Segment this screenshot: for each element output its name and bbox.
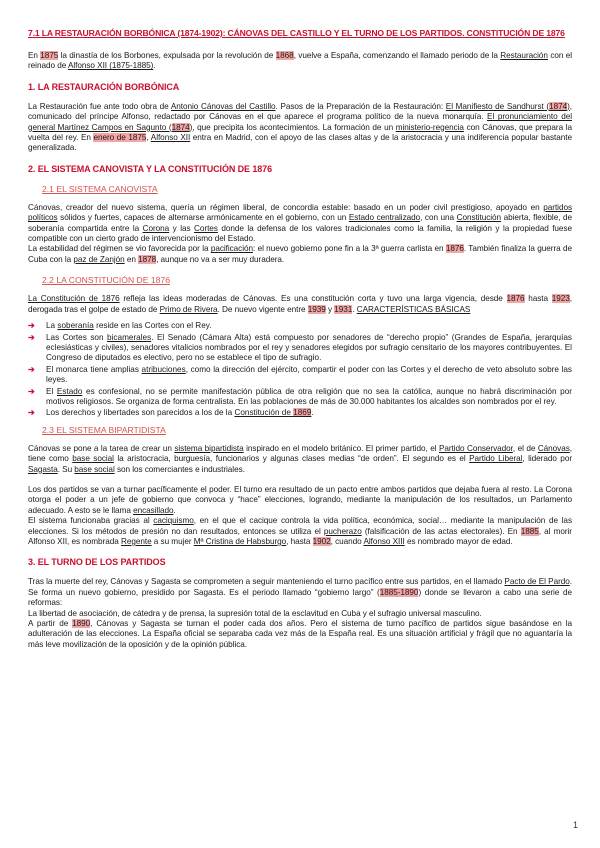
text: . Pasos de la Preparación de la Restauración: bbox=[275, 101, 446, 111]
text: ) bbox=[189, 122, 193, 132]
text: . También finaliza la guerra de Cuba con la bbox=[28, 244, 572, 264]
text: , en el que el cacique controla la vida política, económica, social… mediante la manipulación de las elecciones. Si los métodos de presión no dan resultados, entonces se utiliza el bbox=[28, 516, 572, 536]
text: , que precipita los acontecimientos. La formación de un bbox=[192, 122, 396, 132]
text: con Cánovas, que prepara la vuelta del rey. En bbox=[28, 122, 572, 143]
term-alfonso-xiii: Alfonso XIII bbox=[363, 537, 405, 546]
highlight-year: 1874 bbox=[549, 101, 568, 111]
section-3-paragraph-2: La libertad de asociación, de cátedra y de prensa, la supresión total de la esclavitud en Cuba y el sufragio universal masculino. bbox=[28, 608, 482, 618]
text: . Su bbox=[57, 464, 75, 474]
term-estado: Estado bbox=[56, 386, 83, 396]
term-bicamerales: bicamerales bbox=[107, 332, 152, 342]
term-regencia: ministerio-regencia bbox=[395, 122, 464, 132]
text: Cánovas se pone a la tarea de crear un bbox=[28, 443, 175, 453]
term-base-social: base social bbox=[74, 464, 115, 474]
text: El pronunciamiento del general Martínez Campos en Sagunto ( bbox=[28, 112, 572, 132]
term-pucherazo: pucherazo bbox=[323, 526, 362, 536]
document-page bbox=[28, 28, 572, 650]
text: hasta bbox=[524, 294, 552, 304]
subsection-2-3-paragraph bbox=[28, 444, 572, 475]
arrow-bullet-icon: ➔ bbox=[28, 364, 35, 374]
section-heading-3: 3. EL TURNO DE LOS PARTIDOS bbox=[28, 557, 166, 568]
text: Cánovas, creador del nuevo sistema, quería un régimen liberal, de concordia estable: basado en un poder civil prestigioso, apoyado en bbox=[28, 202, 544, 212]
term-restauracion: Restauración bbox=[500, 51, 548, 60]
arrow-bullet-icon: ➔ bbox=[28, 408, 35, 418]
text: son los comerciantes e industriales. bbox=[114, 464, 245, 474]
subsection-2-1-paragraph-2 bbox=[28, 244, 572, 265]
text: La estabilidad del régimen se vio favorecida por la bbox=[28, 244, 211, 254]
text: Los derechos y libertades son parecidos a los de la bbox=[46, 408, 235, 418]
text: es confesional, no se permite manifestación pública de otra religión que no sea la católica, aunque no habrá discriminación por motivos religiosos. Se organiza de forma centralista. En las poblaciones de más de 30.000 habitantes los alcaldes son nombrados por el rey. bbox=[46, 386, 572, 406]
text: , aunque no va a ser muy duradera. bbox=[156, 254, 285, 264]
section-3-paragraph bbox=[28, 577, 572, 608]
term-estado: Estado centralizado bbox=[348, 213, 421, 223]
text: , el de bbox=[512, 443, 538, 453]
highlight-year: 1876 bbox=[445, 244, 464, 254]
document-title: 7.1 LA RESTAURACIÓN BORBÓNICA (1874-1902): CÁNOVAS DEL CASTILLO Y EL TURNO DE LOS PARTIDOS. CONSTITUCIÓN DE 1876 bbox=[28, 28, 565, 38]
term-maria-cristina: Mª Cristina de Habsburgo bbox=[193, 537, 287, 546]
text: abierta, flexible, de soberanía compartida entre la bbox=[28, 213, 572, 233]
highlight-year: 1902 bbox=[312, 537, 331, 546]
text: y bbox=[325, 304, 335, 314]
term-caracteristicas: CARACTERÍSTICAS BÁSICAS bbox=[356, 304, 471, 314]
text: con el reinado de bbox=[28, 51, 572, 71]
text: , liderado por bbox=[522, 454, 572, 464]
term-pacto-el-pardo: Pacto de El Pardo bbox=[504, 577, 570, 587]
text: Las Cortes son bbox=[46, 332, 108, 342]
text: . bbox=[352, 304, 357, 314]
text: . Se forma un nuevo gobierno, presidido por Sagasta. Es el periodo llamado “gobierno largo” ( bbox=[28, 577, 572, 597]
highlight-year: 1885-1890 bbox=[379, 587, 419, 597]
text: . bbox=[173, 505, 176, 515]
arrow-bullet-icon: ➔ bbox=[28, 386, 35, 396]
term-pacificacion: pacificación bbox=[210, 244, 253, 254]
text: es nombrado mayor de edad. bbox=[404, 537, 513, 546]
term-cortes: Cortes bbox=[194, 223, 218, 233]
list-item bbox=[28, 365, 572, 386]
term-partido-liberal: Partido Liberal bbox=[469, 454, 523, 464]
highlight-year: 1890 bbox=[72, 619, 91, 629]
text: Los dos partidos se van a turnar pacíficamente el poder. El turno era resultado de un pacto entre ambos partidos que dejaba fuera al resto. La Corona otorga el poder a un jefe de gobierno que convoca y “hace” elecciones, logrando, mediante la manipulación de los resultados, un Parlamento adecuado. A esto se le llama bbox=[28, 484, 572, 515]
text: En bbox=[28, 51, 41, 60]
text: , bbox=[146, 133, 151, 143]
text: . El Senado (Cámara Alta) está compuesto por senadores de “derecho propio” (Grandes de España, jerarquías eclesiásticas y civiles), senadores vitalicios nombrados por el rey y senadores elegidos por sufragio censitario de los mayores contribuyentes. El Congreso de diputados es electivo, pero no se establece el tipo de sufragio. bbox=[46, 332, 572, 363]
list-item bbox=[28, 408, 572, 418]
text: Tras la muerte del rey, Cánovas y Sagasta se comprometen a seguir manteniendo el turno pacífico entre sus partidos, en el llamado bbox=[28, 577, 505, 587]
text: El sistema funcionaba gracias al bbox=[28, 516, 154, 526]
highlight-year: 1875 bbox=[40, 51, 59, 60]
subsection-2-3-paragraph-3 bbox=[28, 516, 572, 547]
text: reside en las Cortes con el Rey. bbox=[93, 321, 212, 331]
text: La bbox=[46, 321, 58, 331]
page-number: 1 bbox=[572, 820, 578, 830]
text: , hasta bbox=[286, 537, 313, 546]
term-alfonso-xii: Alfonso XII (1875-1885) bbox=[67, 61, 154, 71]
text: donde la defensa de los valores tradicionales como la familia, la religión y la propiedad fuese compatible con un cierto grado de intervencionismo del Estado. bbox=[28, 223, 572, 244]
highlight-year: 1869 bbox=[293, 408, 312, 418]
arrow-bullet-icon: ➔ bbox=[28, 321, 35, 331]
subsection-2-2-paragraph bbox=[28, 294, 572, 315]
text: : el nuevo gobierno pone fin a la 3ª guerra carlista en bbox=[253, 244, 446, 254]
subsection-heading-2-1: 2.1 EL SISTEMA CANOVISTA bbox=[42, 183, 158, 194]
intro-paragraph bbox=[28, 51, 572, 72]
highlight-year: 1876 bbox=[506, 294, 525, 304]
term-canovas: Cánovas bbox=[537, 443, 570, 453]
term-caciquismo: caciquismo bbox=[153, 516, 194, 526]
text: . De nuevo vigente entre bbox=[217, 304, 308, 314]
subsection-2-1-paragraph bbox=[28, 203, 572, 245]
term-constitucion-1876: La Constitución de 1876 bbox=[28, 294, 120, 304]
characteristics-list bbox=[28, 321, 572, 419]
text: , derogada tras el golpe de estado de bbox=[28, 294, 572, 314]
text: , comunicado del príncipe Alfonso, redactado por Cánovas en el que aparece el programa político de la nueva monarquía. bbox=[28, 101, 573, 122]
text: (falsificación de las actas electorales). En bbox=[361, 526, 521, 536]
text: Constitución de bbox=[234, 408, 294, 418]
arrow-bullet-icon: ➔ bbox=[28, 332, 35, 342]
highlight-date: enero de 1875 bbox=[93, 133, 147, 143]
term-sistema-bipartidista: sistema bipartidista bbox=[174, 443, 244, 453]
text: inspirado en el modelo británico. El primer partido, el bbox=[243, 443, 439, 453]
text: la dinastía de los Borbones, expulsada por la revolución de bbox=[58, 51, 276, 60]
term-partidos: partidos políticos bbox=[28, 202, 572, 223]
section-heading-2: 2. EL SISTEMA CANOVISTA Y LA CONSTITUCIÓN DE 1876 bbox=[28, 163, 272, 174]
term-partido-conservador: Partido Conservador bbox=[438, 443, 513, 453]
term-zanjon: paz de Zanjón bbox=[73, 254, 125, 264]
subsection-heading-2-3: 2.3 EL SISTEMA BIPARTIDISTA bbox=[42, 424, 166, 435]
term-soberania: soberanía bbox=[57, 321, 94, 331]
highlight-year: 1931 bbox=[334, 304, 353, 314]
text: A partir de bbox=[28, 619, 73, 629]
text: en bbox=[124, 254, 139, 264]
term-manifiesto bbox=[446, 102, 570, 111]
term-atribuciones: atribuciones bbox=[141, 364, 186, 374]
term-primo-de-rivera: Primo de Rivera bbox=[159, 304, 218, 314]
term-corona: Corona bbox=[142, 223, 170, 233]
text: El monarca tiene amplias bbox=[46, 364, 142, 374]
text: sólidos y fuertes, capaces de alternarse armónicamente en el gobierno, con un bbox=[57, 213, 349, 223]
text: . bbox=[153, 61, 156, 71]
text: ) bbox=[567, 101, 570, 111]
term-alfonso-xii: Alfonso XII bbox=[150, 133, 191, 143]
highlight-year: 1939 bbox=[307, 304, 326, 314]
text: , vuelve a España, comenzando el llamado periodo de la bbox=[293, 51, 501, 60]
text: ) donde se llevaron a cabo una serie de reformas: bbox=[28, 587, 572, 608]
highlight-year: 1878 bbox=[138, 254, 157, 264]
text: El bbox=[46, 386, 57, 396]
section-3-paragraph-3 bbox=[28, 619, 572, 650]
list-item bbox=[28, 333, 572, 364]
term-regente: Regente bbox=[120, 537, 152, 546]
text: , tiene como bbox=[28, 443, 573, 464]
text: y las bbox=[169, 223, 195, 233]
text: , como la dirección del ejército, compartir el poder con las Cortes y el derecho de veto absoluto sobre las leyes. bbox=[46, 364, 572, 385]
term-constitucion: Constitución bbox=[456, 213, 502, 223]
list-item bbox=[28, 321, 572, 331]
section-1-paragraph bbox=[28, 102, 572, 154]
term-canovas: Antonio Cánovas del Castillo bbox=[170, 101, 276, 111]
highlight-year: 1868 bbox=[275, 51, 294, 60]
term-sagasta: Sagasta bbox=[28, 464, 58, 474]
highlight-year: 1923 bbox=[551, 294, 570, 304]
text: . bbox=[311, 408, 314, 418]
text: la aristocracia, burguesía, funcionarios y algunas clases medias “de orden”. El segundo es el bbox=[113, 454, 470, 464]
term-constitucion-1869 bbox=[234, 408, 314, 418]
text: , con una bbox=[420, 213, 457, 223]
text: , cuando bbox=[330, 537, 364, 546]
text: refleja las ideas moderadas de Cánovas. Es una constitución corta y tuvo una larga vigencia, desde bbox=[119, 294, 507, 304]
highlight-year: 1874 bbox=[171, 122, 190, 132]
text: entra en Madrid, con el apoyo de las clases altas y de la aristocracia y una indiferencia popular bastante generalizada. bbox=[28, 133, 572, 153]
term-base-social: base social bbox=[72, 454, 114, 464]
text: , Cánovas y Sagasta se turnan el poder cada dos años. Pero el sistema de turno pacífico de partidos sigue basándose en la adulteración de las elecciones. La España oficial se separaba cada vez más de la España real. Es una situación artificial y frágil que no aguantaría la más leve movilización de la oposición y de la opinión pública. bbox=[28, 619, 572, 649]
subsection-2-3-paragraph-2 bbox=[28, 485, 572, 516]
text: La Restauración fue ante todo obra de bbox=[28, 101, 171, 111]
text: El Manifiesto de Sandhurst ( bbox=[445, 101, 550, 111]
subsection-heading-2-2: 2.2 LA CONSTITUCIÓN DE 1876 bbox=[42, 275, 170, 286]
section-heading-1: 1. LA RESTAURACIÓN BORBÓNICA bbox=[28, 81, 180, 92]
text: , al morir Alfonso XII, es nombrada bbox=[28, 526, 572, 546]
list-item bbox=[28, 387, 572, 408]
highlight-year: 1885 bbox=[520, 526, 539, 536]
text: a su mujer bbox=[151, 537, 194, 546]
term-encasillado: encasillado bbox=[133, 505, 174, 515]
